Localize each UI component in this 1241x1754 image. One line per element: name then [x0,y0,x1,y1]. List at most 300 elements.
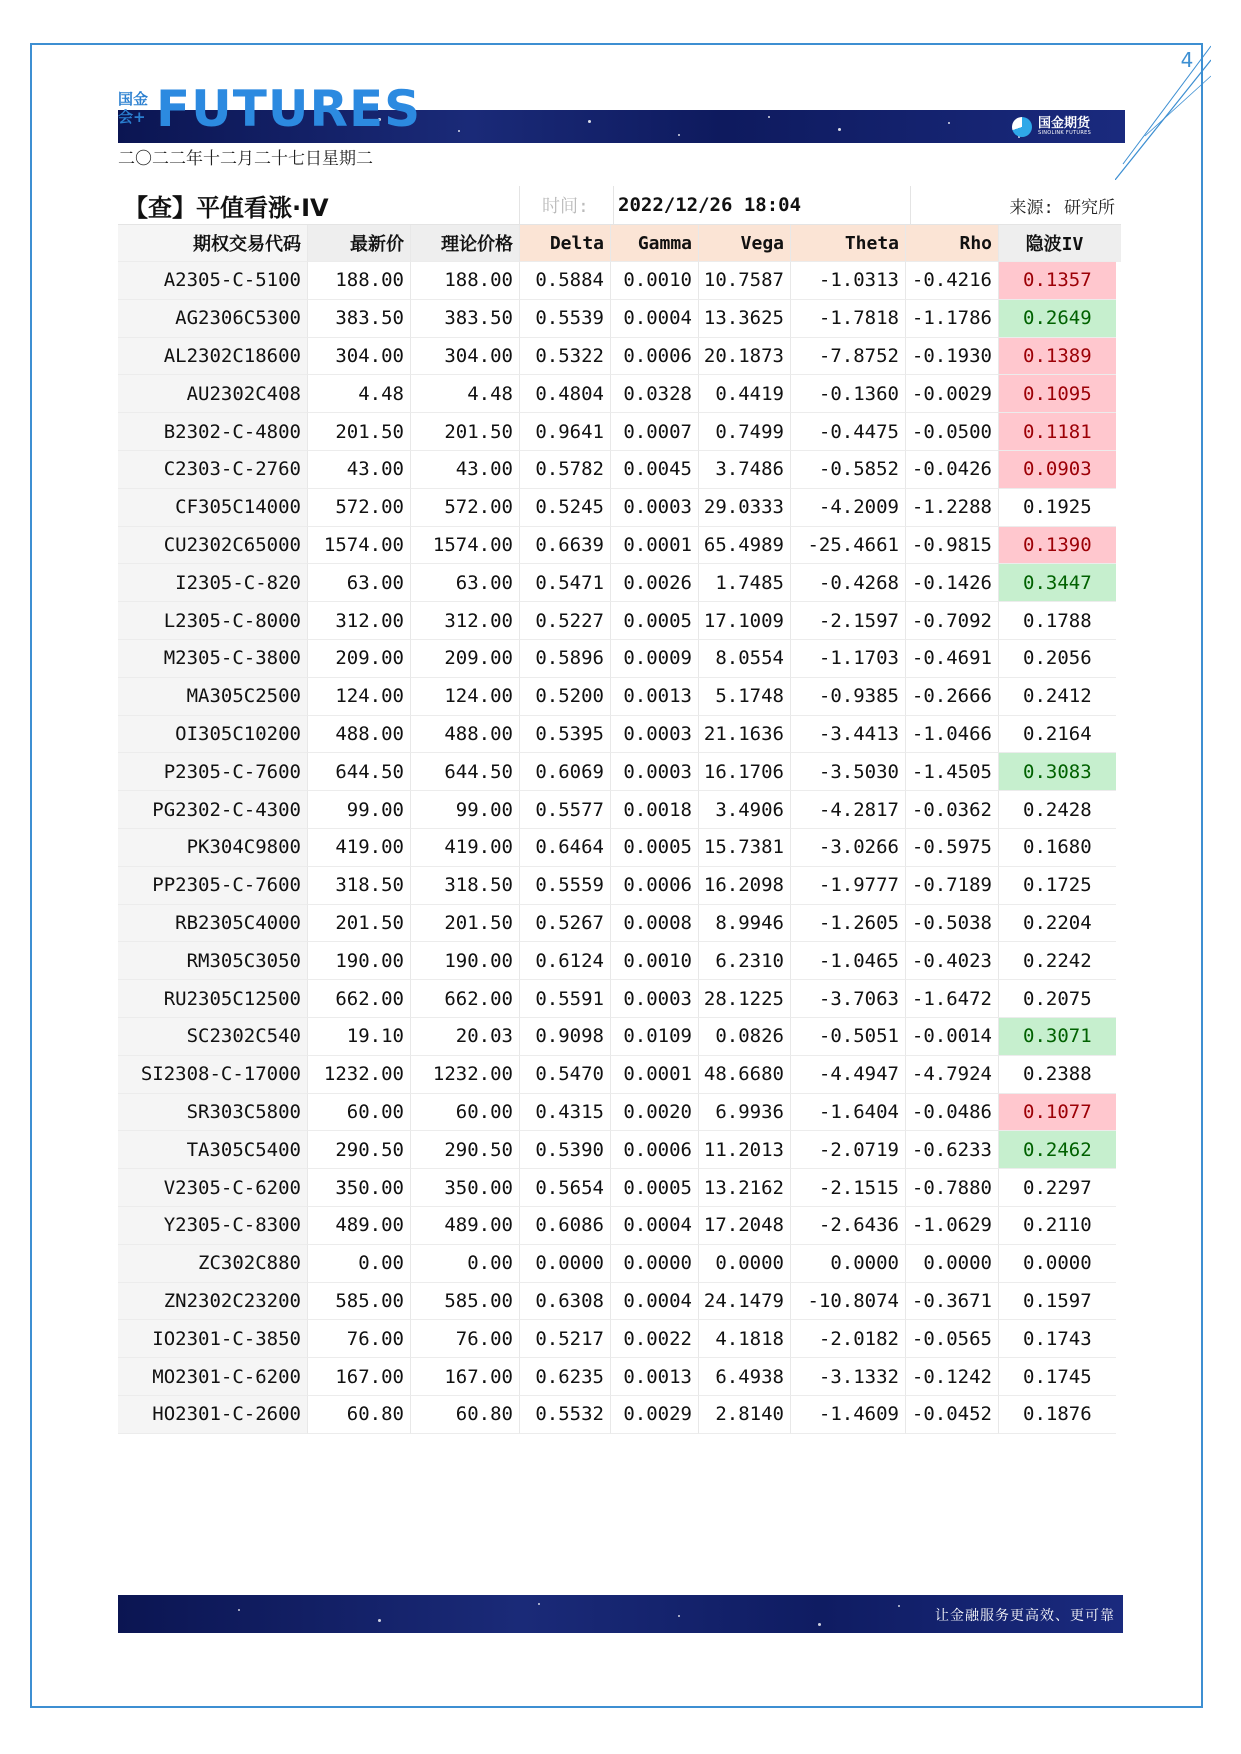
cell-last: 304.00 [308,338,411,376]
cell-iv: 0.1357 [999,262,1116,300]
cell-gamma: 0.0003 [611,489,699,527]
cell-delta: 0.4315 [520,1094,611,1132]
cell-theo: 4.48 [411,375,520,413]
cell-iv: 0.0903 [999,451,1116,489]
cell-code: L2305-C-8000 [118,602,308,640]
cell-theo: 572.00 [411,489,520,527]
cell-theo: 0.00 [411,1245,520,1283]
cell-code: RU2305C12500 [118,980,308,1018]
cell-iv: 0.1745 [999,1358,1116,1396]
table-row [118,1358,1121,1396]
cell-last: 290.50 [308,1131,411,1169]
table-row [118,1396,1121,1434]
cell-gamma: 0.0005 [611,1169,699,1207]
table-row [118,489,1121,527]
cell-theo: 1232.00 [411,1056,520,1094]
cell-theta: -2.0182 [791,1320,906,1358]
cell-gamma: 0.0109 [611,1018,699,1056]
cell-code: P2305-C-7600 [118,753,308,791]
cell-last: 190.00 [308,942,411,980]
cell-rho: -1.4505 [906,753,999,791]
cell-theta: -4.2009 [791,489,906,527]
cell-theta: -10.8074 [791,1283,906,1321]
cell-vega: 11.2013 [699,1131,791,1169]
cell-theo: 190.00 [411,942,520,980]
cell-theta: -2.1515 [791,1169,906,1207]
cell-theta: -7.8752 [791,338,906,376]
table-body [118,262,1121,1434]
cell-last: 489.00 [308,1207,411,1245]
cell-code: SR303C5800 [118,1094,308,1132]
cell-rho: -0.1426 [906,564,999,602]
cell-theo: 644.50 [411,753,520,791]
cell-theo: 167.00 [411,1358,520,1396]
cell-code: AL2302C18600 [118,338,308,376]
cell-code: A2305-C-5100 [118,262,308,300]
table-row [118,980,1121,1018]
cell-delta: 0.9641 [520,413,611,451]
cell-gamma: 0.0022 [611,1320,699,1358]
cell-rho: -0.0362 [906,791,999,829]
cell-theo: 585.00 [411,1283,520,1321]
cell-iv: 0.1390 [999,527,1116,565]
cell-theta: -4.2817 [791,791,906,829]
table-row [118,262,1121,300]
cell-theo: 350.00 [411,1169,520,1207]
logo-futures-text: FUTURES [156,80,422,138]
cell-theo: 318.50 [411,867,520,905]
cell-delta: 0.5227 [520,602,611,640]
cell-iv: 0.1389 [999,338,1116,376]
cell-vega: 8.9946 [699,905,791,943]
table-row [118,1131,1121,1169]
cell-last: 1232.00 [308,1056,411,1094]
cell-rho: -0.7880 [906,1169,999,1207]
cell-last: 60.80 [308,1396,411,1434]
cell-last: 383.50 [308,300,411,338]
cell-delta: 0.5539 [520,300,611,338]
cell-theo: 304.00 [411,338,520,376]
cell-theta: -2.0719 [791,1131,906,1169]
cell-iv: 0.1597 [999,1283,1116,1321]
logo-cn-text: 国金 会+ [118,90,149,126]
table-row [118,905,1121,943]
cell-last: 572.00 [308,489,411,527]
footer-slogan: 让金融服务更高效、更可靠 [935,1608,1115,1624]
cell-vega: 0.4419 [699,375,791,413]
cell-code: V2305-C-6200 [118,1169,308,1207]
cell-theo: 488.00 [411,716,520,754]
cell-last: 63.00 [308,564,411,602]
cell-theta: -1.9777 [791,867,906,905]
page-number: 4 [1180,48,1194,72]
cell-theta: -1.4609 [791,1396,906,1434]
cell-iv: 0.2297 [999,1169,1116,1207]
cell-gamma: 0.0004 [611,300,699,338]
cell-vega: 8.0554 [699,640,791,678]
table-row [118,564,1121,602]
cell-theta: -4.4947 [791,1056,906,1094]
cell-theta: -2.6436 [791,1207,906,1245]
table-row [118,1245,1121,1283]
cell-last: 1574.00 [308,527,411,565]
cell-theo: 290.50 [411,1131,520,1169]
cell-last: 209.00 [308,640,411,678]
header-code: 期权交易代码 [118,225,308,262]
cell-last: 19.10 [308,1018,411,1056]
cell-theo: 124.00 [411,678,520,716]
header-theta: Theta [791,225,906,262]
cell-vega: 1.7485 [699,564,791,602]
brand-subtitle: SINOLINK FUTURES [1038,130,1092,136]
cell-iv: 0.1680 [999,829,1116,867]
cell-vega: 16.2098 [699,867,791,905]
table-title-row [118,186,1121,225]
cell-rho: -0.5975 [906,829,999,867]
cell-code: PK304C9800 [118,829,308,867]
cell-code: PG2302-C-4300 [118,791,308,829]
cell-theo: 209.00 [411,640,520,678]
cell-theo: 489.00 [411,1207,520,1245]
cell-gamma: 0.0006 [611,867,699,905]
cell-code: C2303-C-2760 [118,451,308,489]
cell-iv: 0.3071 [999,1018,1116,1056]
cell-rho: -0.1242 [906,1358,999,1396]
table-row [118,1320,1121,1358]
cell-delta: 0.6124 [520,942,611,980]
cell-vega: 17.2048 [699,1207,791,1245]
futures-logo [118,80,422,138]
table-row [118,1207,1121,1245]
cell-theo: 99.00 [411,791,520,829]
cell-iv: 0.1788 [999,602,1116,640]
cell-iv: 0.3447 [999,564,1116,602]
cell-delta: 0.5532 [520,1396,611,1434]
cell-iv: 0.2164 [999,716,1116,754]
cell-last: 4.48 [308,375,411,413]
cell-iv: 0.2204 [999,905,1116,943]
table-row [118,716,1121,754]
cell-gamma: 0.0001 [611,527,699,565]
cell-last: 312.00 [308,602,411,640]
cell-last: 167.00 [308,1358,411,1396]
cell-delta: 0.5591 [520,980,611,1018]
cell-theta: -3.5030 [791,753,906,791]
cell-delta: 0.5654 [520,1169,611,1207]
cell-theta: -1.0313 [791,262,906,300]
cell-last: 350.00 [308,1169,411,1207]
cell-theo: 201.50 [411,905,520,943]
cell-theo: 383.50 [411,300,520,338]
cell-delta: 0.5884 [520,262,611,300]
cell-delta: 0.5470 [520,1056,611,1094]
cell-iv: 0.2075 [999,980,1116,1018]
cell-rho: -0.7092 [906,602,999,640]
cell-iv: 0.1876 [999,1396,1116,1434]
cell-gamma: 0.0005 [611,829,699,867]
cell-delta: 0.4804 [520,375,611,413]
cell-theta: -1.1703 [791,640,906,678]
cell-rho: -0.1930 [906,338,999,376]
cell-delta: 0.6069 [520,753,611,791]
header-vega: Vega [699,225,791,262]
cell-gamma: 0.0045 [611,451,699,489]
cell-code: ZN2302C23200 [118,1283,308,1321]
cell-code: HO2301-C-2600 [118,1396,308,1434]
cell-vega: 6.9936 [699,1094,791,1132]
cell-iv: 0.1077 [999,1094,1116,1132]
option-iv-table [118,186,1121,1434]
cell-code: M2305-C-3800 [118,640,308,678]
cell-vega: 65.4989 [699,527,791,565]
cell-last: 488.00 [308,716,411,754]
header-iv: 隐波IV [999,225,1116,262]
cell-vega: 3.4906 [699,791,791,829]
cell-theta: -0.1360 [791,375,906,413]
cell-last: 76.00 [308,1320,411,1358]
cell-vega: 10.7587 [699,262,791,300]
cell-rho: -0.0565 [906,1320,999,1358]
table-row [118,375,1121,413]
cell-iv: 0.2412 [999,678,1116,716]
cell-vega: 3.7486 [699,451,791,489]
cell-theta: -2.1597 [791,602,906,640]
time-label: 时间: [520,186,614,224]
cell-delta: 0.0000 [520,1245,611,1283]
cell-rho: -0.0014 [906,1018,999,1056]
cell-theta: -0.5852 [791,451,906,489]
cell-theo: 43.00 [411,451,520,489]
cell-theo: 60.00 [411,1094,520,1132]
cell-theo: 76.00 [411,1320,520,1358]
cell-iv: 0.1743 [999,1320,1116,1358]
cell-delta: 0.5245 [520,489,611,527]
cell-last: 585.00 [308,1283,411,1321]
cell-gamma: 0.0003 [611,980,699,1018]
cell-iv: 0.1725 [999,867,1116,905]
cell-delta: 0.5896 [520,640,611,678]
cell-delta: 0.5217 [520,1320,611,1358]
cell-vega: 5.1748 [699,678,791,716]
cell-gamma: 0.0006 [611,338,699,376]
cell-delta: 0.6086 [520,1207,611,1245]
cell-code: Y2305-C-8300 [118,1207,308,1245]
cell-rho: -1.0629 [906,1207,999,1245]
cell-gamma: 0.0008 [611,905,699,943]
cell-delta: 0.9098 [520,1018,611,1056]
cell-code: AG2306C5300 [118,300,308,338]
cell-delta: 0.5559 [520,867,611,905]
cell-vega: 0.0000 [699,1245,791,1283]
cell-vega: 0.0826 [699,1018,791,1056]
cell-vega: 2.8140 [699,1396,791,1434]
cell-gamma: 0.0006 [611,1131,699,1169]
cell-delta: 0.6308 [520,1283,611,1321]
cell-vega: 0.7499 [699,413,791,451]
cell-vega: 21.1636 [699,716,791,754]
cell-code: AU2302C408 [118,375,308,413]
cell-vega: 13.2162 [699,1169,791,1207]
cell-iv: 0.1181 [999,413,1116,451]
cell-gamma: 0.0029 [611,1396,699,1434]
footer-banner [118,1595,1123,1633]
cell-last: 201.50 [308,905,411,943]
table-row [118,451,1121,489]
table-row [118,602,1121,640]
cell-code: MO2301-C-6200 [118,1358,308,1396]
cell-vega: 29.0333 [699,489,791,527]
cell-rho: -1.1786 [906,300,999,338]
cell-theta: -25.4661 [791,527,906,565]
cell-rho: -0.0426 [906,451,999,489]
cell-gamma: 0.0013 [611,1358,699,1396]
cell-last: 0.00 [308,1245,411,1283]
header-last: 最新价 [308,225,411,262]
cell-theta: -3.1332 [791,1358,906,1396]
cell-iv: 0.2428 [999,791,1116,829]
cell-iv: 0.2649 [999,300,1116,338]
cell-rho: -0.4023 [906,942,999,980]
brand-mark-icon [1012,117,1032,137]
source-label: 来源: 研究所 [1009,197,1115,218]
report-date: 二〇二二年十二月二十七日星期二 [118,149,373,169]
cell-theta: -1.2605 [791,905,906,943]
cell-rho: 0.0000 [906,1245,999,1283]
cell-iv: 0.2462 [999,1131,1116,1169]
header-rho: Rho [906,225,999,262]
cell-gamma: 0.0328 [611,375,699,413]
cell-gamma: 0.0026 [611,564,699,602]
cell-delta: 0.6235 [520,1358,611,1396]
brand-logo [1012,113,1091,141]
cell-gamma: 0.0004 [611,1207,699,1245]
cell-theo: 662.00 [411,980,520,1018]
table-row [118,1056,1121,1094]
cell-delta: 0.5471 [520,564,611,602]
cell-code: OI305C10200 [118,716,308,754]
brand-name: 国金期货 [1038,116,1091,131]
cell-rho: -0.2666 [906,678,999,716]
cell-iv: 0.0000 [999,1245,1116,1283]
cell-theta: -0.4268 [791,564,906,602]
cell-gamma: 0.0003 [611,716,699,754]
cell-vega: 6.4938 [699,1358,791,1396]
cell-iv: 0.2388 [999,1056,1116,1094]
cell-code: CU2302C65000 [118,527,308,565]
header-gamma: Gamma [611,225,699,262]
cell-last: 60.00 [308,1094,411,1132]
cell-code: SI2308-C-17000 [118,1056,308,1094]
cell-rho: -0.3671 [906,1283,999,1321]
cell-code: B2302-C-4800 [118,413,308,451]
cell-code: PP2305-C-7600 [118,867,308,905]
cell-theo: 20.03 [411,1018,520,1056]
cell-code: TA305C5400 [118,1131,308,1169]
cell-code: I2305-C-820 [118,564,308,602]
table-row [118,640,1121,678]
cell-theta: -0.5051 [791,1018,906,1056]
cell-gamma: 0.0007 [611,413,699,451]
cell-theta: -1.0465 [791,942,906,980]
cell-delta: 0.5577 [520,791,611,829]
cell-theta: -3.4413 [791,716,906,754]
cell-gamma: 0.0004 [611,1283,699,1321]
cell-delta: 0.5322 [520,338,611,376]
table-row [118,753,1121,791]
cell-theta: 0.0000 [791,1245,906,1283]
table-row [118,678,1121,716]
cell-rho: -0.6233 [906,1131,999,1169]
cell-iv: 0.1925 [999,489,1116,527]
cell-delta: 0.5267 [520,905,611,943]
cell-rho: -0.4691 [906,640,999,678]
cell-theo: 419.00 [411,829,520,867]
cell-vega: 20.1873 [699,338,791,376]
cell-vega: 28.1225 [699,980,791,1018]
cell-gamma: 0.0003 [611,753,699,791]
cell-iv: 0.2056 [999,640,1116,678]
cell-gamma: 0.0020 [611,1094,699,1132]
cell-last: 201.50 [308,413,411,451]
cell-code: ZC302C880 [118,1245,308,1283]
cell-delta: 0.6639 [520,527,611,565]
table-header [118,225,1121,262]
cell-gamma: 0.0018 [611,791,699,829]
cell-last: 43.00 [308,451,411,489]
table-row [118,1169,1121,1207]
cell-theo: 312.00 [411,602,520,640]
cell-rho: -0.0486 [906,1094,999,1132]
cell-rho: -0.5038 [906,905,999,943]
cell-vega: 13.3625 [699,300,791,338]
table-row [118,413,1121,451]
cell-iv: 0.2242 [999,942,1116,980]
cell-gamma: 0.0005 [611,602,699,640]
cell-code: MA305C2500 [118,678,308,716]
table-row [118,338,1121,376]
table-row [118,300,1121,338]
cell-rho: -4.7924 [906,1056,999,1094]
cell-rho: -0.0452 [906,1396,999,1434]
cell-theo: 1574.00 [411,527,520,565]
cell-gamma: 0.0000 [611,1245,699,1283]
time-value: 2022/12/26 18:04 [614,186,911,224]
cell-delta: 0.6464 [520,829,611,867]
table-row [118,1283,1121,1321]
table-row [118,829,1121,867]
table-row [118,1018,1121,1056]
cell-last: 188.00 [308,262,411,300]
cell-iv: 0.2110 [999,1207,1116,1245]
cell-vega: 6.2310 [699,942,791,980]
corner-decoration [1115,40,1211,180]
cell-theo: 60.80 [411,1396,520,1434]
cell-theta: -1.7818 [791,300,906,338]
cell-last: 124.00 [308,678,411,716]
cell-iv: 0.1095 [999,375,1116,413]
cell-gamma: 0.0013 [611,678,699,716]
cell-theo: 63.00 [411,564,520,602]
cell-gamma: 0.0001 [611,1056,699,1094]
header-theo: 理论价格 [411,225,520,262]
cell-rho: -0.7189 [906,867,999,905]
cell-rho: -0.0500 [906,413,999,451]
cell-gamma: 0.0010 [611,942,699,980]
table-row [118,942,1121,980]
cell-delta: 0.5390 [520,1131,611,1169]
cell-theta: -1.6404 [791,1094,906,1132]
cell-code: CF305C14000 [118,489,308,527]
